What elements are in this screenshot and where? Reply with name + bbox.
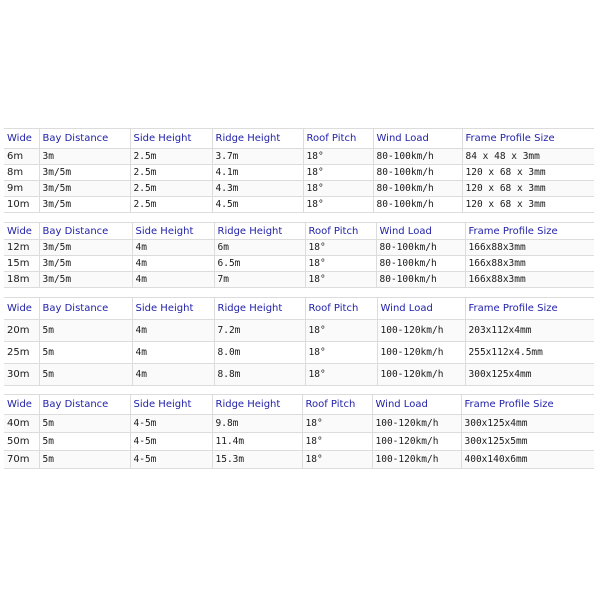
table-cell: 100-120km/h xyxy=(372,433,461,451)
column-header: Frame Profile Size xyxy=(461,395,594,415)
table-cell: 100-120km/h xyxy=(377,320,465,342)
table-cell: 8.0m xyxy=(214,342,305,364)
table-row xyxy=(4,342,594,364)
column-header: Wind Load xyxy=(377,298,465,320)
table-cell: 80-100km/h xyxy=(373,149,462,165)
column-header: Roof Pitch xyxy=(302,395,372,415)
table-cell: 9m xyxy=(4,181,39,197)
table-cell: 120 x 68 x 3mm xyxy=(462,181,594,197)
column-header: Frame Profile Size xyxy=(465,223,594,240)
table-cell: 4m xyxy=(132,256,214,272)
table-row xyxy=(4,272,594,288)
column-header: Wide xyxy=(4,223,39,240)
table-cell: 3m/5m xyxy=(39,272,132,288)
table-row xyxy=(4,256,594,272)
table-cell: 18° xyxy=(303,197,373,213)
column-header: Wind Load xyxy=(372,395,461,415)
table-cell: 4m xyxy=(132,342,214,364)
column-header: Bay Distance xyxy=(39,298,132,320)
table-row xyxy=(4,320,594,342)
table-cell: 5m xyxy=(39,342,132,364)
table-cell: 4m xyxy=(132,272,214,288)
table-cell: 3m/5m xyxy=(39,197,130,213)
column-header: Wind Load xyxy=(373,129,462,149)
table-cell: 18° xyxy=(302,415,372,433)
table-cell: 80-100km/h xyxy=(376,272,465,288)
table-row xyxy=(4,240,594,256)
table-cell: 7.2m xyxy=(214,320,305,342)
table-cell: 30m xyxy=(4,364,39,386)
table-cell: 166x88x3mm xyxy=(465,256,594,272)
table-cell: 80-100km/h xyxy=(373,165,462,181)
column-header: Ridge Height xyxy=(214,223,305,240)
table-cell: 4-5m xyxy=(130,451,212,469)
table-cell: 4-5m xyxy=(130,415,212,433)
table-cell: 3m xyxy=(39,149,130,165)
table-cell: 5m xyxy=(39,433,130,451)
spec-table-2 xyxy=(4,222,594,288)
column-header: Bay Distance xyxy=(39,395,130,415)
column-header: Side Height xyxy=(132,298,214,320)
table-cell: 18° xyxy=(305,240,376,256)
table-row xyxy=(4,451,594,469)
table-cell: 8.8m xyxy=(214,364,305,386)
table-cell: 100-120km/h xyxy=(372,415,461,433)
table-cell: 3m/5m xyxy=(39,240,132,256)
column-header: Wide xyxy=(4,129,39,149)
table-cell: 80-100km/h xyxy=(373,181,462,197)
column-header: Roof Pitch xyxy=(305,223,376,240)
table-row xyxy=(4,197,594,213)
table-cell: 15.3m xyxy=(212,451,302,469)
table-cell: 4-5m xyxy=(130,433,212,451)
table-cell: 50m xyxy=(4,433,39,451)
spec-table-1 xyxy=(4,128,594,213)
column-header: Frame Profile Size xyxy=(462,129,594,149)
column-header: Ridge Height xyxy=(212,395,302,415)
table-cell: 3m/5m xyxy=(39,181,130,197)
column-header: Bay Distance xyxy=(39,129,130,149)
table-cell: 2.5m xyxy=(130,197,212,213)
table-row xyxy=(4,165,594,181)
column-header: Bay Distance xyxy=(39,223,132,240)
table-cell: 2.5m xyxy=(130,149,212,165)
table-cell: 120 x 68 x 3mm xyxy=(462,165,594,181)
table-cell: 25m xyxy=(4,342,39,364)
column-header: Side Height xyxy=(130,395,212,415)
table-cell: 7m xyxy=(214,272,305,288)
column-header: Wind Load xyxy=(376,223,465,240)
table-cell: 6m xyxy=(214,240,305,256)
table-cell: 5m xyxy=(39,364,132,386)
table-cell: 18° xyxy=(303,165,373,181)
column-header: Roof Pitch xyxy=(305,298,377,320)
table-cell: 5m xyxy=(39,451,130,469)
table-cell: 120 x 68 x 3mm xyxy=(462,197,594,213)
table-cell: 80-100km/h xyxy=(376,256,465,272)
table-cell: 18° xyxy=(302,433,372,451)
table-cell: 6.5m xyxy=(214,256,305,272)
table-cell: 84 x 48 x 3mm xyxy=(462,149,594,165)
table-cell: 3m/5m xyxy=(39,256,132,272)
table-cell: 8m xyxy=(4,165,39,181)
table-cell: 18° xyxy=(305,364,377,386)
table-cell: 11.4m xyxy=(212,433,302,451)
column-header: Wide xyxy=(4,298,39,320)
table-cell: 20m xyxy=(4,320,39,342)
table-cell: 166x88x3mm xyxy=(465,272,594,288)
table-row xyxy=(4,149,594,165)
table-cell: 203x112x4mm xyxy=(465,320,594,342)
table-cell: 300x125x4mm xyxy=(465,364,594,386)
table-cell: 255x112x4.5mm xyxy=(465,342,594,364)
table-cell: 5m xyxy=(39,415,130,433)
table-cell: 10m xyxy=(4,197,39,213)
table-row xyxy=(4,433,594,451)
table-header-row xyxy=(4,395,594,415)
table-cell: 166x88x3mm xyxy=(465,240,594,256)
column-header: Wide xyxy=(4,395,39,415)
table-cell: 80-100km/h xyxy=(373,197,462,213)
column-header: Frame Profile Size xyxy=(465,298,594,320)
table-header-row xyxy=(4,223,594,240)
table-cell: 18° xyxy=(305,320,377,342)
table-cell: 300x125x4mm xyxy=(461,415,594,433)
table-header-row xyxy=(4,129,594,149)
table-cell: 18° xyxy=(305,256,376,272)
table-cell: 18° xyxy=(305,342,377,364)
table-cell: 3m/5m xyxy=(39,165,130,181)
table-cell: 300x125x5mm xyxy=(461,433,594,451)
table-cell: 18° xyxy=(303,149,373,165)
table-cell: 4m xyxy=(132,240,214,256)
table-row xyxy=(4,181,594,197)
table-cell: 12m xyxy=(4,240,39,256)
table-cell: 3.7m xyxy=(212,149,303,165)
column-header: Side Height xyxy=(130,129,212,149)
table-cell: 4m xyxy=(132,364,214,386)
table-row xyxy=(4,364,594,386)
table-cell: 4.5m xyxy=(212,197,303,213)
table-cell: 100-120km/h xyxy=(377,342,465,364)
table-cell: 80-100km/h xyxy=(376,240,465,256)
table-cell: 70m xyxy=(4,451,39,469)
table-cell: 6m xyxy=(4,149,39,165)
table-cell: 18m xyxy=(4,272,39,288)
table-cell: 18° xyxy=(303,181,373,197)
column-header: Roof Pitch xyxy=(303,129,373,149)
table-cell: 5m xyxy=(39,320,132,342)
table-cell: 4m xyxy=(132,320,214,342)
table-cell: 100-120km/h xyxy=(377,364,465,386)
spec-table-4 xyxy=(4,394,594,469)
spec-table-3 xyxy=(4,297,594,386)
table-cell: 4.1m xyxy=(212,165,303,181)
column-header: Ridge Height xyxy=(214,298,305,320)
table-header-row xyxy=(4,298,594,320)
table-cell: 18° xyxy=(305,272,376,288)
table-cell: 40m xyxy=(4,415,39,433)
column-header: Side Height xyxy=(132,223,214,240)
table-cell: 4.3m xyxy=(212,181,303,197)
table-cell: 2.5m xyxy=(130,181,212,197)
table-row xyxy=(4,415,594,433)
column-header: Ridge Height xyxy=(212,129,303,149)
table-cell: 18° xyxy=(302,451,372,469)
table-cell: 2.5m xyxy=(130,165,212,181)
table-cell: 400x140x6mm xyxy=(461,451,594,469)
table-cell: 9.8m xyxy=(212,415,302,433)
table-cell: 100-120km/h xyxy=(372,451,461,469)
table-cell: 15m xyxy=(4,256,39,272)
